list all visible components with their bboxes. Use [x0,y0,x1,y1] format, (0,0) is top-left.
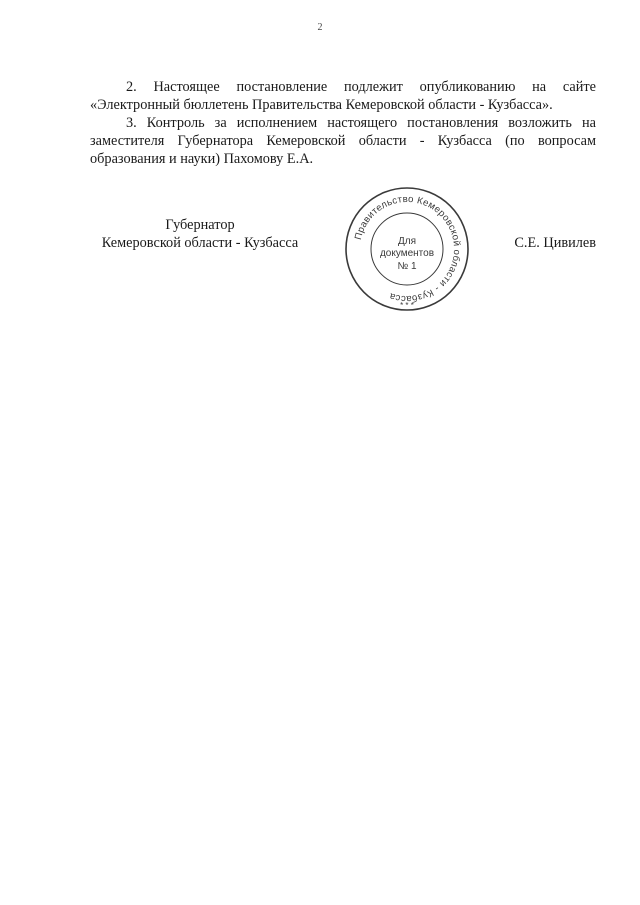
paragraph-control: 3. Контроль за исполнением настоящего постановления возложить на заместителя Губернатора Кемеровской области - Кузбасса (по вопросам образования и науки) Пахомову Е.А. [90,115,596,167]
official-seal-stamp [342,184,472,314]
seal-center-line-3: № 1 [397,261,417,272]
signer-region: Кемеровской области - Кузбасса [101,235,299,251]
signer-name: С.Е. Цивилев [514,235,596,251]
signer-title: Губернатор [165,217,235,233]
paragraph-publication: 2. Настоящее постановление подлежит опубликованию на сайте «Электронный бюллетень Правительства Кемеровской области - Кузбасса». [90,79,596,113]
seal-ring-text: Правительство Кемеровской области - Кузбасса [352,193,463,305]
seal-stars: * * * [400,301,414,310]
document-body [90,78,596,168]
seal-center-line-1: Для [397,236,417,247]
signature-block [90,193,596,316]
page-number: 2 [317,22,323,33]
seal-center-line-2: документов [379,248,435,259]
signer-position [90,216,310,252]
